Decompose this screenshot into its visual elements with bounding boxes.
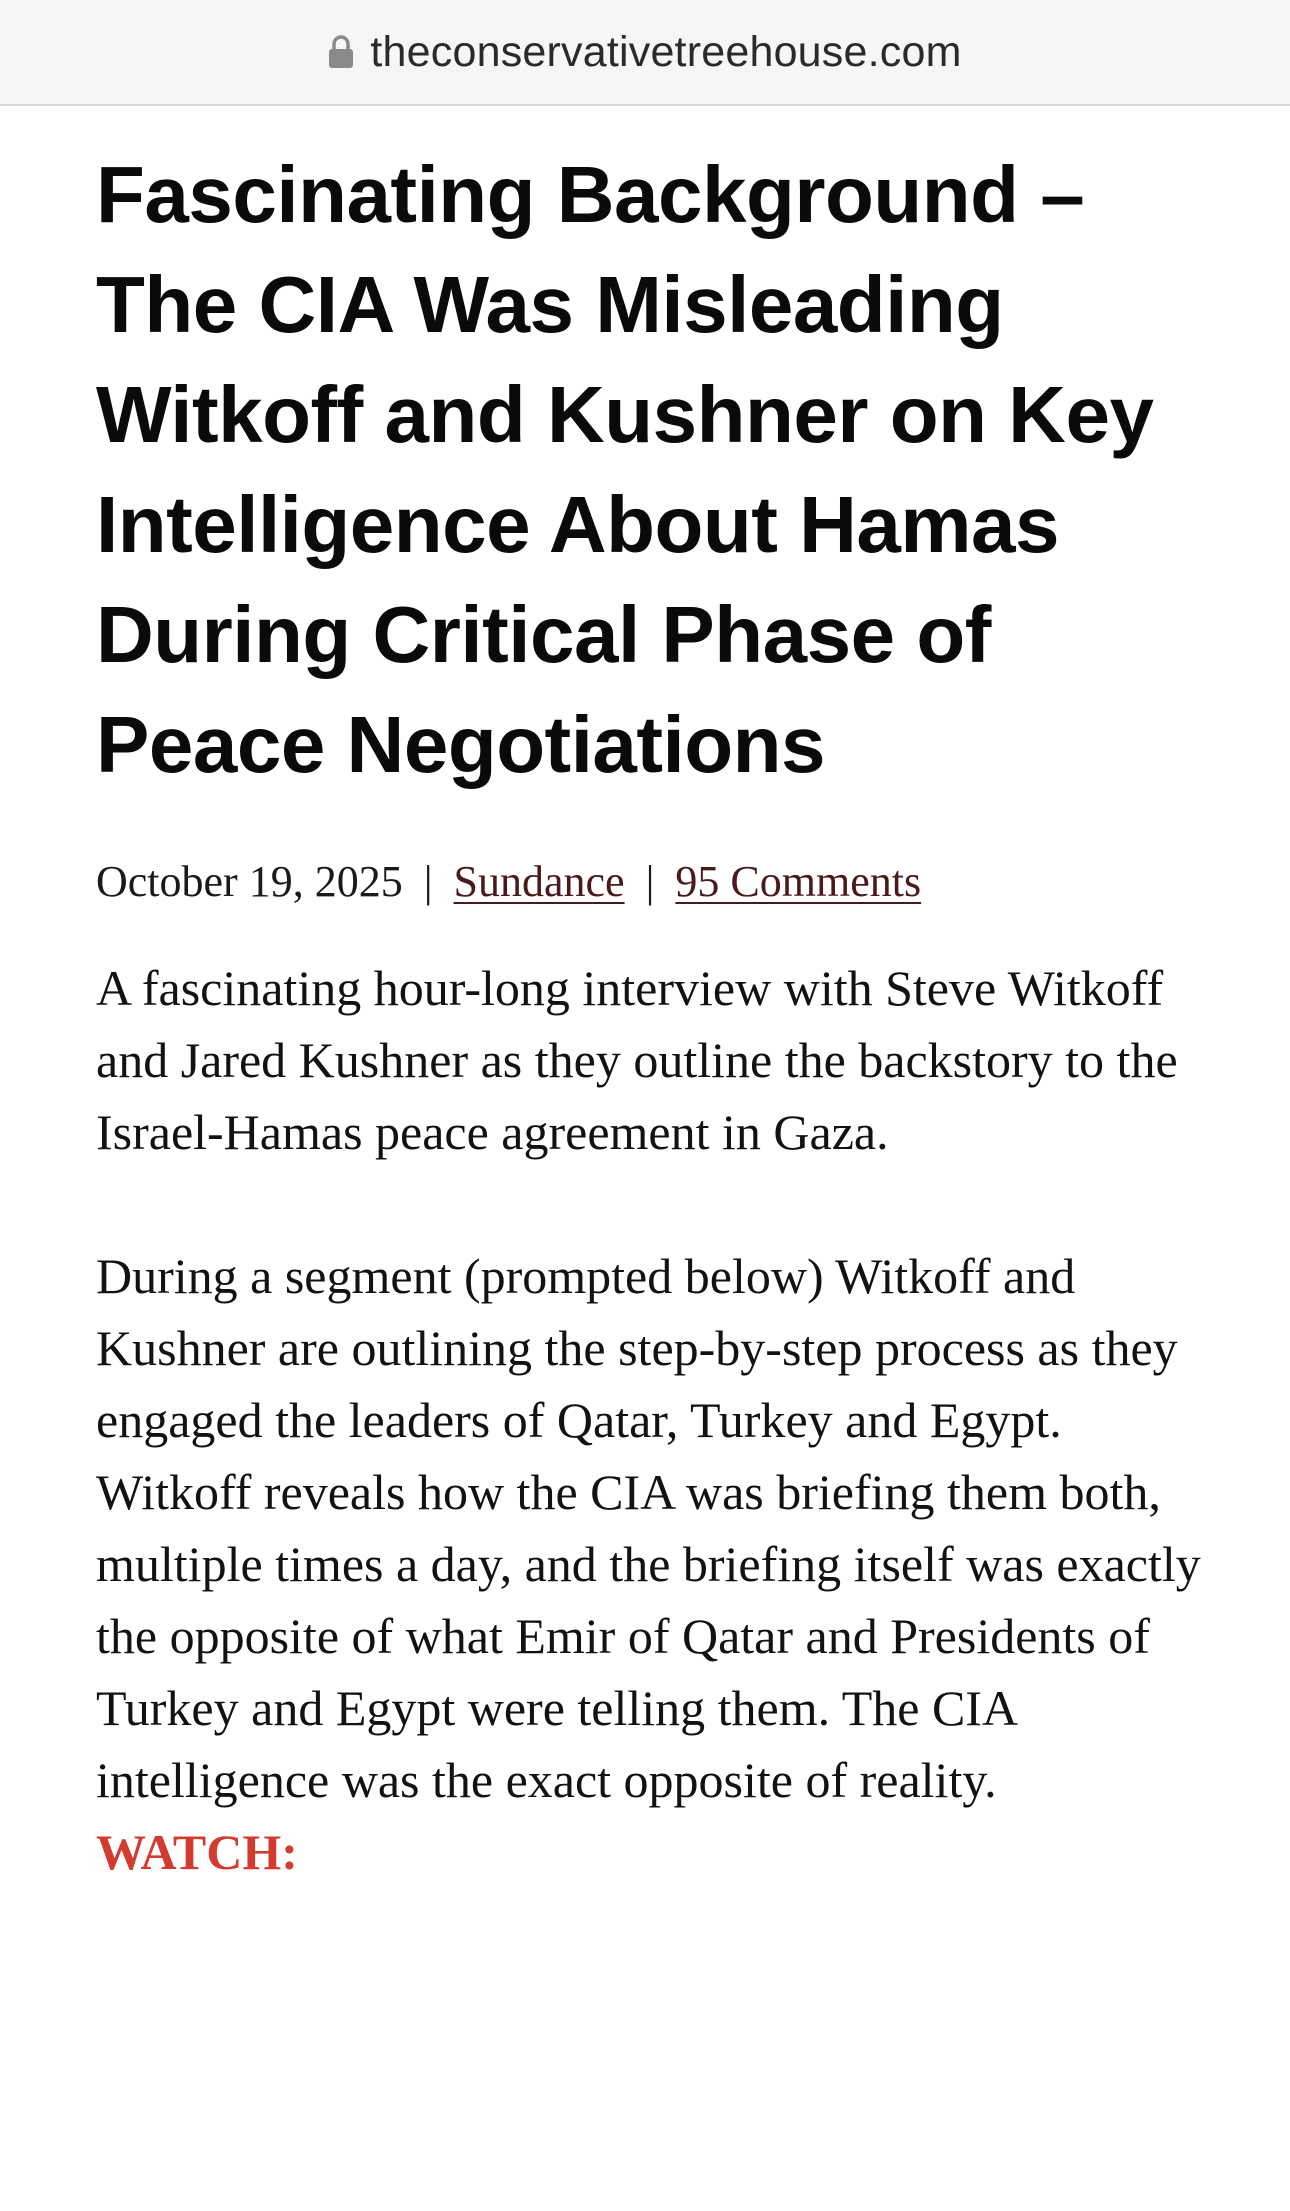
meta-separator: | <box>423 857 433 906</box>
author-link[interactable]: Sundance <box>453 857 625 906</box>
url-text: theconservativetreehouse.com <box>370 27 962 76</box>
article-paragraph: A fascinating hour-long interview with Steve Witkoff and Jared Kushner as they outline the backstory to the Israel-Hamas peace agreement in Gaza. <box>96 960 1178 1160</box>
article-meta <box>96 852 1216 912</box>
lock-icon <box>328 35 354 69</box>
meta-separator: | <box>645 857 655 906</box>
article-date: October 19, 2025 <box>96 857 403 906</box>
article <box>96 140 1216 1888</box>
browser-url-bar[interactable] <box>0 0 1290 106</box>
article-paragraph: During a segment (prompted below) Witkoff and Kushner are outlining the step-by-step process as they engaged the leaders of Qatar, Turkey and Egypt. Witkoff reveals how the CIA was briefing them both, multiple times a day, and the briefing itself was exactly the opposite of what Emir of Qatar and Presidents of Turkey and Egypt were telling them. The CIA intelligence was the exact opposite of reality. <box>96 1248 1201 1808</box>
article-title: Fascinating Background – The CIA Was Misleading Witkoff and Kushner on Key Intelligence About Hamas During Critical Phase of Peace Negotiations <box>96 150 1154 789</box>
comments-link[interactable]: 95 Comments <box>675 857 922 906</box>
url-display[interactable] <box>328 28 961 77</box>
watch-label: WATCH: <box>96 1824 298 1880</box>
